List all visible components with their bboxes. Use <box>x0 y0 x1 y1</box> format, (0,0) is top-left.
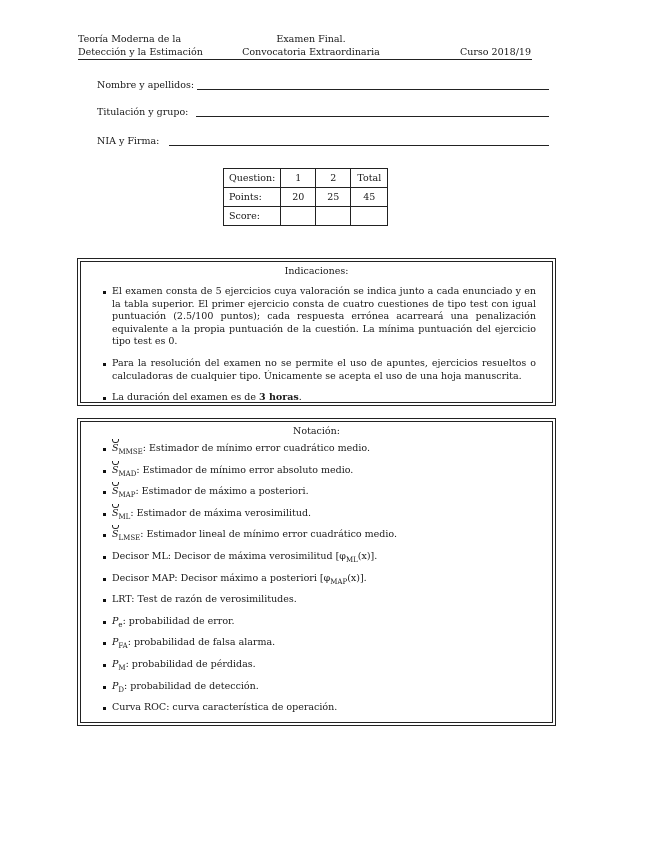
grade-table <box>223 168 388 226</box>
score-cell[interactable] <box>351 207 388 226</box>
list-item: $S_{LMSE}$: Estimador lineal de mínimo error cuadrático medio. <box>112 527 536 549</box>
list-item: $P_e$: probabilidad de error. <box>112 614 536 636</box>
list-item: $S_{MAP}$: Estimador de máximo a posteriori. <box>112 484 536 506</box>
list-item: Decisor MAP: Decisor máximo a posteriori $[\varphi_{MAP}(x)]$. <box>112 571 536 593</box>
nia-field <box>97 136 549 148</box>
table-row <box>224 169 388 188</box>
nia-label: NIA y Firma: <box>97 136 160 147</box>
header-divider <box>78 59 532 60</box>
notation-box <box>77 418 556 726</box>
points-cell: 45 <box>351 188 388 207</box>
name-label: Nombre y apellidos: <box>97 80 195 91</box>
table-row <box>224 188 388 207</box>
nia-blank-line[interactable] <box>169 145 549 146</box>
list-item: Decisor ML: Decisor de máxima verosimilitud $[\varphi_{ML}(x)]$. <box>112 549 536 571</box>
list-item: Curva ROC: curva característica de operación. <box>112 700 536 722</box>
list-item: Para la resolución del examen no se permite el uso de apuntes, ejercicios resueltos o calculadoras de cualquier tipo. Únicamente se acepta el uso de una hoja manuscrita. <box>112 357 536 382</box>
row-label: Question: <box>224 169 281 188</box>
instructions-box <box>77 258 556 406</box>
question-number: Total <box>351 169 388 188</box>
list-item: La duración del examen es de 3 horas. <box>112 392 536 405</box>
course-name: Teoría Moderna de la Detección y la Estimación <box>78 34 203 58</box>
name-blank-line[interactable] <box>197 89 549 90</box>
list-item: El examen consta de 5 ejercicios cuya valoración se indica junto a cada enunciado y en la tabla superior. El primer ejercicio consta de cuatro cuestiones de tipo test con igual puntuación (2.5/100 puntos); cada respuesta errónea acarreará una penalización equivalente a la propia puntuación de la cuestión. La mínima puntuación del ejercicio tipo test es 0. <box>112 286 536 348</box>
degree-field <box>97 107 549 119</box>
degree-blank-line[interactable] <box>196 116 549 117</box>
notation-title: Notación: <box>293 426 340 437</box>
page-header <box>78 33 531 61</box>
list-item: $P_D$: probabilidad de detección. <box>112 679 536 701</box>
question-number: 1 <box>281 169 316 188</box>
list-item: $S_{MAD}$: Estimador de mínimo error absoluto medio. <box>112 463 536 485</box>
question-number: 2 <box>316 169 351 188</box>
exam-title: Examen Final. Convocatoria Extraordinaria <box>242 34 380 58</box>
list-item: $S_{MMSE}$: Estimador de mínimo error cuadrático medio. <box>112 441 536 463</box>
score-cell[interactable] <box>281 207 316 226</box>
row-label: Score: <box>224 207 281 226</box>
list-item: $S_{ML}$: Estimador de máxima verosimilitud. <box>112 506 536 528</box>
list-item: $P_M$: probabilidad de pérdidas. <box>112 657 536 679</box>
points-cell: 25 <box>316 188 351 207</box>
degree-label: Titulación y grupo: <box>97 107 189 118</box>
table-row <box>224 207 388 226</box>
list-item: LRT: Test de razón de verosimilitudes. <box>112 592 536 614</box>
instructions-title: Indicaciones: <box>284 266 349 277</box>
score-cell[interactable] <box>316 207 351 226</box>
name-field <box>97 80 549 92</box>
points-cell: 20 <box>281 188 316 207</box>
list-item: $P_{FA}$: probabilidad de falsa alarma. <box>112 635 536 657</box>
instructions-list <box>112 286 536 405</box>
row-label: Points: <box>224 188 281 207</box>
notation-list <box>112 441 536 722</box>
academic-year: Curso 2018/19 <box>459 47 531 58</box>
